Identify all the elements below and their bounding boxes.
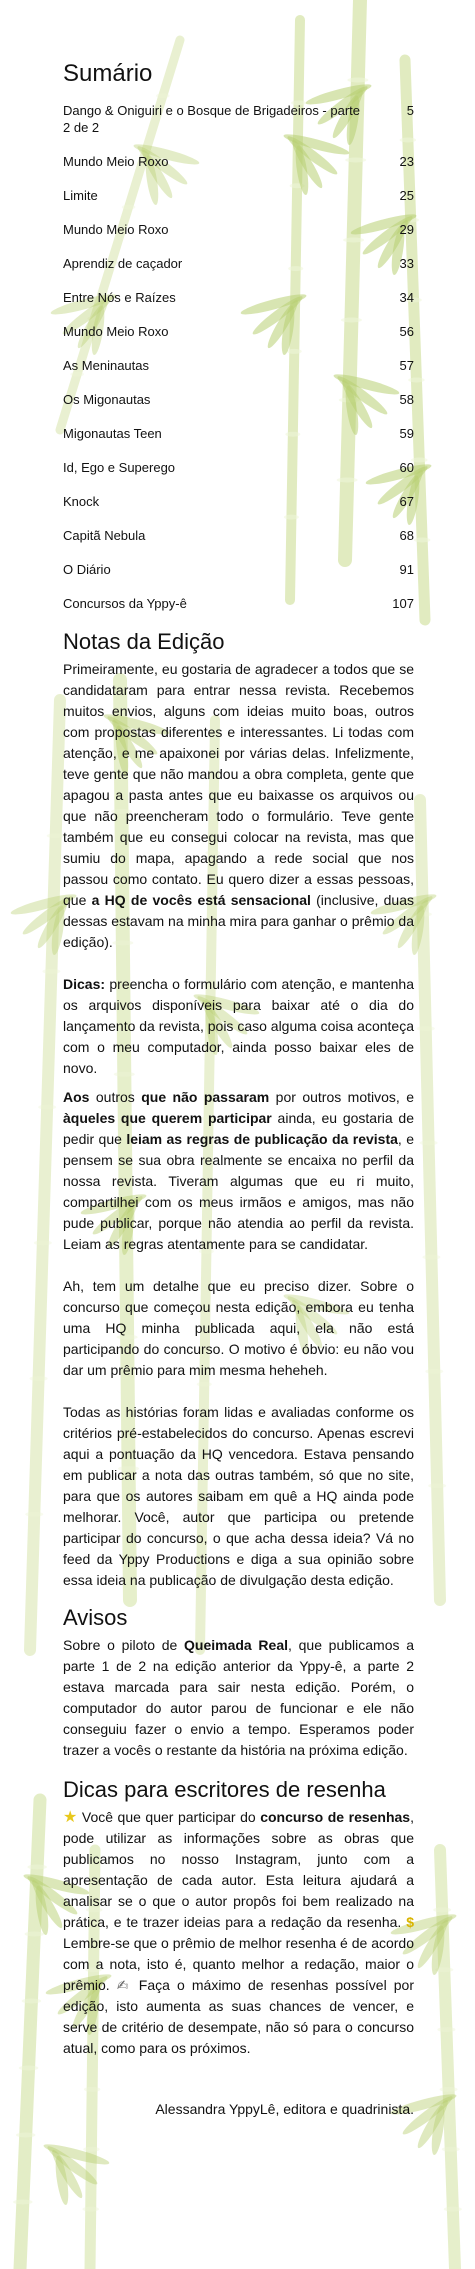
- toc-entry-title: Id, Ego e Superego: [63, 460, 176, 475]
- resenha-d: Lembre-se que o prêmio de melhor resenha é de acordo com a nota, isto é, quanto melhor a redação, maior o prêmio.: [63, 1935, 414, 1993]
- toc-entry-title: Knock: [63, 494, 100, 509]
- toc-entry: [63, 595, 414, 612]
- resenha-e: Faça o máximo de resenhas possível por edição, isto aumenta as suas chances de vencer, e serve de critério de desempate, não só para o concurso atual, como para os próximos.: [63, 1977, 415, 2056]
- p3-d: por outros motivos, e: [269, 1089, 414, 1105]
- toc-entry-page: 23: [399, 154, 414, 169]
- toc-entry-title: Mundo Meio Roxo: [63, 324, 169, 339]
- toc-entry: [63, 289, 414, 306]
- p3-h: , e pensem se sua obra realmente se encaixa no perfil da nossa revista. Tiveram algumas que eu ri muito, compartilhei com os meus irmãos e amigos, mas não pude publicar, porque não atendia ao perfil da revista. Leiam as regras atentamente para se candidatar.: [63, 1131, 414, 1252]
- toc-entry: [63, 561, 414, 578]
- toc-entry: [63, 323, 414, 340]
- toc-entry: [63, 255, 414, 272]
- toc-entry-page: 57: [399, 358, 414, 373]
- toc-entry-page: 68: [399, 528, 414, 543]
- toc-entry-title: Capitã Nebula: [63, 528, 146, 543]
- notas-title: Notas da Edição: [63, 629, 225, 654]
- resenha-paragraph: [63, 1807, 414, 2059]
- toc-entry-title: Entre Nós e Raízes: [63, 290, 176, 305]
- toc-title: Sumário: [63, 60, 153, 87]
- avisos-c: , que publicamos a parte 1 de 2 na edição anterior da Yppy-ê, a parte 2 estava marcada para sair nesta edição. Porém, o computador do autor parou de funcionar e ele não conseguiu fazer o envio a tempo. Esperamos poder trazer a vocês o restante da história na próxima edição.: [63, 1637, 414, 1758]
- dicas-label: Dicas:: [63, 976, 106, 992]
- p3-f: ainda, eu gostaria de pedir que: [63, 1110, 415, 1147]
- toc-entry-title: O Diário: [63, 562, 111, 577]
- p3-a: Aos: [63, 1089, 90, 1105]
- resenha-c: , pode utilizar as informações sobre as obras que publicamos no nosso Instagram, junto com a apresentação de cada autor. Esta leitura ajudará a analisar se o que o autor propôs foi bem realizado na prática, e te trazer ideias para a redação da resenha.: [63, 1809, 414, 1930]
- toc-entry: [63, 459, 414, 476]
- toc-entry-title: Mundo Meio Roxo: [63, 154, 169, 169]
- toc-entry-title: Migonautas Teen: [63, 426, 162, 441]
- star-icon: ★: [63, 1809, 78, 1826]
- toc-entry-page: 58: [399, 392, 414, 407]
- toc-entry: [63, 221, 414, 238]
- toc-entry: [63, 493, 414, 510]
- notas-dicas-paragraph: [63, 974, 414, 1079]
- toc-entry-title: Limite: [63, 188, 98, 203]
- signature: Alessandra YppyLê, editora e quadrinista.: [155, 2101, 414, 2117]
- toc-entry-page: 59: [399, 426, 414, 441]
- toc-entry-page: 25: [399, 188, 414, 203]
- toc-entry-title: Mundo Meio Roxo: [63, 222, 169, 237]
- p3-g: leiam as regras de publicação da revista: [126, 1131, 398, 1147]
- avisos-title: Avisos: [63, 1605, 128, 1630]
- notas-p1-bold: a HQ de vocês está sensacional: [91, 892, 311, 908]
- toc-entry-page: 91: [399, 562, 414, 577]
- resenha-a: Você que quer participar do: [77, 1809, 261, 1825]
- toc-entry: [63, 102, 414, 136]
- resenha-title: Dicas para escritores de resenha: [63, 1777, 386, 1802]
- toc-entry-title: As Meninautas: [63, 358, 149, 373]
- notas-p1-end: (inclusive, duas dessas estavam na minha mira para ganhar o prêmio da edição).: [63, 892, 414, 950]
- toc-entry-page: 29: [399, 222, 414, 237]
- dollar-icon: $: [406, 1914, 414, 1930]
- toc-entry: [63, 187, 414, 204]
- notas-paragraph-5: Todas as histórias foram lidas e avaliadas conforme os critérios pré-estabelecidos do concurso. Apenas escrevi aqui a pontuação da HQ vencedora. Estava pensando em publicar a nota das outras também, só que no site, para que os autores saibam em quê a HQ ainda pode melhorar. Você, autor que participa ou pretende participar do concurso, o que acha dessa ideia? Vá no feed da Yppy Productions e diga a sua opinião sobre essa ideia na publicação de divulgação desta edição.: [63, 1404, 414, 1588]
- toc-entry: [63, 391, 414, 408]
- toc-entry: [63, 357, 414, 374]
- toc-entry-page: 107: [392, 596, 414, 611]
- toc-entry-title: Aprendiz de caçador: [63, 256, 183, 271]
- notas-paragraph-1: [63, 659, 414, 953]
- toc-entry: [63, 527, 414, 544]
- avisos-a: Sobre o piloto de: [63, 1637, 185, 1653]
- toc-entry-title: Concursos da Yppy-ê: [63, 596, 187, 611]
- toc-entry-page: 60: [399, 460, 414, 475]
- table-of-contents: [63, 102, 414, 612]
- resenha-bold: concurso de resenhas: [260, 1809, 411, 1825]
- p3-b: outros: [89, 1089, 142, 1105]
- p3-e: àqueles que querem participar: [63, 1110, 272, 1126]
- toc-entry: [63, 425, 414, 442]
- notas-paragraph-3: [63, 1087, 414, 1255]
- toc-entry-page: 5: [406, 103, 414, 118]
- pencil-icon: ✍: [116, 1977, 132, 1993]
- toc-entry-page: 67: [399, 494, 414, 509]
- notas-paragraph-4: Ah, tem um detalhe que eu preciso dizer. Sobre o concurso que começou nesta edição, embora eu tenha uma HQ minha publicada aqui, ela não está participando do concurso. O motivo é óbvio: eu não vou dar um prêmio para mim mesma heheheh.: [63, 1278, 414, 1378]
- toc-entry-title: Os Migonautas: [63, 392, 151, 407]
- notas-p1-text: Primeiramente, eu gostaria de agradecer a todos que se candidataram para entrar nessa revista. Recebemos muitos envios, alguns com ideias muito boas, outros com propostas diferentes e interessantes. Li todas com atenção, e me apaixonei por várias delas. Infelizmente, teve gente que não mandou a obra completa, gente que apagou a pasta antes que eu baixasse os arquivos ou que não preencheram todo o formulário. Teve gente também que eu consegui colocar na revista, mas que sumiu do mapa, apagando a rede social que nos passou como contato. Eu quero dizer a essas pessoas, que: [63, 661, 414, 908]
- dicas-text: preencha o formulário com atenção, e mantenha os arquivos disponíveis para baixar até o dia do lançamento da revista, pois caso alguma coisa aconteça com o meu computador, ainda posso baixar eles de novo.: [63, 976, 414, 1076]
- toc-entry-title: Dango & Oniguiri e o Bosque de Brigadeiros - parte 2 de 2: [63, 103, 361, 135]
- toc-entry-page: 56: [399, 324, 414, 339]
- toc-entry-page: 33: [399, 256, 414, 271]
- avisos-paragraph: [63, 1635, 414, 1761]
- toc-entry-page: 34: [399, 290, 414, 305]
- p3-c: que não passaram: [141, 1089, 270, 1105]
- toc-entry: [63, 153, 414, 170]
- avisos-bold: Queimada Real: [184, 1637, 289, 1653]
